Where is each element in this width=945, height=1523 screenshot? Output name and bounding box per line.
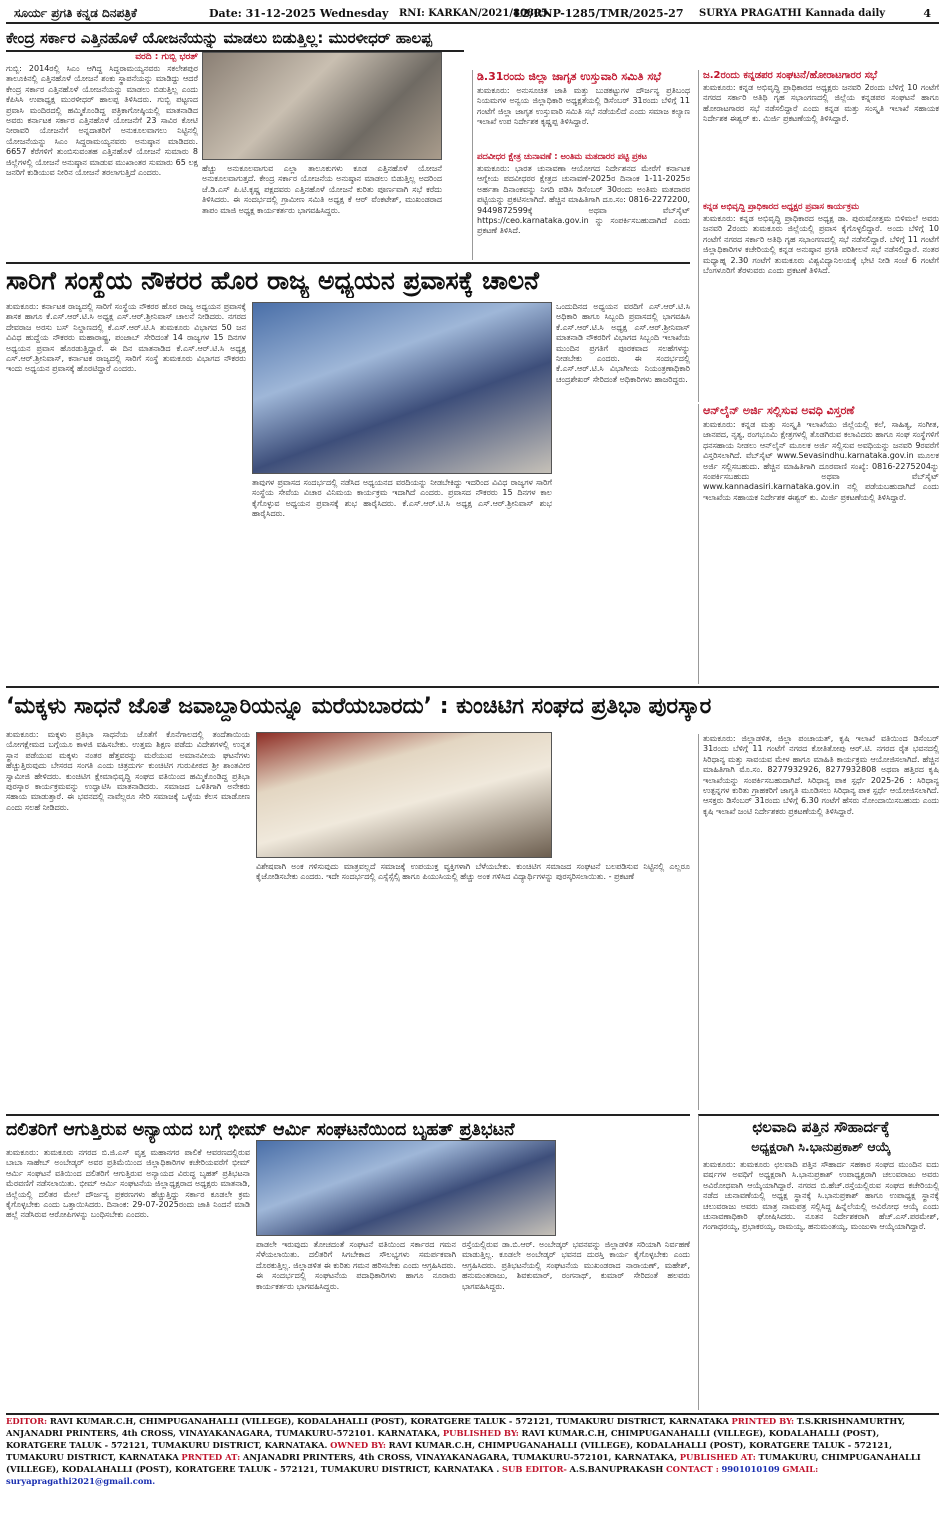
article-body-cont: ಪಾಡಲೇ ಇರುವುದು ತೋಚದಂತೆ ಸಂಘಟನೆ ವತಿಯಿಂದ ಸರ್ಕಾರದ ಗಮನ ಸೆಳೆಯಲಾಯಿತು. ದಲಿತರಿಗೆ ಸಿಗಬೇಕಾದ ಸೌಲಭ್ಯಗಳು ಸಮರ್ಪಕವಾಗಿ ದೊರಕುತ್ತಿಲ್ಲ. ಜಿಲ್ಲಾಡಳಿತ ಈ ಕುರಿತು ಗಮನ ಹರಿಸಬೇಕು ಎಂದು ಆಗ್ರಹಿಸಿದರು. ಈ ಸಂದರ್ಭದಲ್ಲಿ ಸಂಘಟನೆಯ ಪದಾಧಿಕಾರಿಗಳು ಹಾಗೂ ನೂರಾರು ಕಾರ್ಯಕರ್ತರು ಭಾಗವಹಿಸಿದ್ದರು. bbox=[256, 1240, 456, 1291]
saarige-headline-wrap bbox=[6, 262, 690, 298]
article-body-cont: ತಾವುಗಳ ಪ್ರವಾಸದ ಸಂದರ್ಭದಲ್ಲಿ ನಡೆಸಿದ ಅಧ್ಯಯನದ ವರದಿಯನ್ನು ನೀಡಬೇಕಿದ್ದು ಇದರಿಂದ ವಿವಿಧ ರಾಜ್ಯಗಳ ಸಾರಿಗೆ ಸಂಸ್ಥೆಯ ಸೇವೆಯ ವಿಚಾರ ವಿನಿಮಯ ಕಾರ್ಯಕ್ರಮ ಇದಾಗಿದೆ ಎಂದರು. ಪ್ರವಾಸದ ನೌಕರರು 15 ದಿನಗಳ ಕಾಲ ಕೈಗೊಳ್ಳುವ ಅಧ್ಯಯನ ಪ್ರವಾಸಕ್ಕೆ ಶುಭ ಹಾರೈಸಿದರು. ಕೆ.ಎಸ್.ಆರ್.ಟಿ.ಸಿ ಅಧ್ಯಕ್ಷ ಎಸ್.ಆರ್.ಶ್ರೀನಿವಾಸ್ ಶುಭ ಹಾರೈಸಿದರು. bbox=[252, 478, 552, 519]
lamp-lighting-photo bbox=[256, 732, 552, 858]
bus-staff-photo bbox=[252, 302, 552, 474]
article-bheem-mid bbox=[256, 1240, 456, 1410]
editor-value: RAVI KUMAR.C.H, CHIMPUGANAHALLI (VILLEGE), KODALAHALLI (POST), KORATGERE TALUK - 572121, TUMAKURU DISTRICT, KARNATAKA bbox=[49, 1416, 729, 1426]
article-yettinahole bbox=[6, 28, 464, 260]
article-kannada-meeting bbox=[698, 70, 939, 402]
press-meet-photo bbox=[202, 52, 442, 160]
sub-editor-label: SUB EDITOR- bbox=[502, 1464, 567, 1474]
printed-at-label: PRNTED AT: bbox=[181, 1452, 241, 1462]
headline: ಸಾರಿಗೆ ಸಂಸ್ಥೆಯ ನೌಕರರ ಹೊರ ರಾಜ್ಯ ಅಧ್ಯಯನ ಪ್ರವಾಸಕ್ಕೆ ಚಾಲನೆ bbox=[6, 266, 540, 295]
protest-photo bbox=[256, 1140, 556, 1236]
contact-label: CONTACT : bbox=[666, 1464, 719, 1474]
article-makkalu-mid bbox=[256, 862, 690, 1110]
article-body: ತುಮಕೂರು: ತುಮಕೂರು ನಗರದ ಬಿ.ಜಿ.ಎಸ್ ವೃತ್ತ ಮಹಾನಗರ ಪಾಲಿಕೆ ಆವರಣದಲ್ಲಿರುವ ಬಾಬಾ ಸಾಹೇಬ್ ಅಂಬೇಡ್ಕರ್ ಅವರ ಪ್ರತಿಮೆಯಿಂದ ಜಿಲ್ಲಾಧಿಕಾರಿಗಳ ಕಚೇರಿಯವರೆಗೆ ಭೀಮ್ ಆರ್ಮಿ ಸಂಘಟನೆ ವತಿಯಿಂದ ದಲಿತರಿಗೆ ಆಗುತ್ತಿರುವ ಅನ್ಯಾಯದ ವಿರುದ್ಧ ಬೃಹತ್ ಪ್ರತಿಭಟನಾ ಮೆರವಣಿಗೆ ನಡೆಸಲಾಯಿತು. ಭೀಮ್ ಆರ್ಮಿ ಸಂಘಟನೆಯ ಜಿಲ್ಲಾಧ್ಯಕ್ಷರಾದ ಅಧ್ಯಕ್ಷರು ಮಾತನಾಡಿ, ಜಿಲ್ಲೆಯಲ್ಲಿ ದಲಿತರ ಮೇಲೆ ದೌರ್ಜನ್ಯ ಪ್ರಕರಣಗಳು ಹೆಚ್ಚುತ್ತಿದ್ದು ಸರ್ಕಾರ ಕೂಡಲೇ ಕ್ರಮ ಕೈಗೊಳ್ಳಬೇಕು ಎಂದು ಒತ್ತಾಯಿಸಿದರು. ದಿನಾಂಕ: 29-07-2025ರಂದು ಜಾತಿ ನಿಂದನೆ ಮಾಡಿ ಹಲ್ಲೆ ನಡೆಸಿರುವ ಆರೋಪಿಗಳನ್ನು ಬಂಧಿಸಬೇಕು ಎಂದರು. bbox=[6, 1148, 250, 1220]
article-body: ತುಮಕೂರು: ಮಕ್ಕಳು ಪ್ರತಿಭಾ ಸಾಧನೆಯ ಜೊತೆಗೆ ಕೊನೆಗಾಲದಲ್ಲಿ ತಂದೆತಾಯಿಯ ಯೋಗಕ್ಷೇಮದ ಬಗ್ಗೆಯೂ ಕಾಳಜಿ ವಹಿಸಬೇಕು. ಉತ್ತಮ ಶಿಕ್ಷಣ ಪಡೆದು ವಿದೇಶಗಳಲ್ಲಿ ಉನ್ನತ ಸ್ಥಾನ ಪಡೆಯುವ ಮಕ್ಕಳು ನಂತರ ಹೆತ್ತವರನ್ನು ಮರೆಯುವ ಅಮಾನವೀಯ ಘಟನೆಗಳು ಹೆಚ್ಚುತ್ತಿರುವುದು ಬೇಸರದ ಸಂಗತಿ ಎಂದು ಚಿತ್ರದುರ್ಗ ಕುಂಚಿಟಿಗ ಗುರುಪೀಠದ ಶ್ರೀ ಶಾಂತವೀರ ಸ್ವಾಮೀಜಿ ಹೇಳಿದರು. ಕುಂಚಿಟಿಗ ಕ್ಷೇಮಾಭಿವೃದ್ಧಿ ಸಂಘದ ವತಿಯಿಂದ ಹಮ್ಮಿಕೊಂಡಿದ್ದ ಪ್ರತಿಭಾ ಪುರಸ್ಕಾರ ಕಾರ್ಯಕ್ರಮವನ್ನು ಉದ್ಘಾಟಿಸಿ ಮಾತನಾಡಿದರು. ಸಮಾಜದ ಒಳಿತಿಗಾಗಿ ಅನೇಕರು ಸಹಾಯ ಮಾಡುತ್ತಾರೆ. ಈ ಭವನದಲ್ಲಿ ನಾವೆಲ್ಲರೂ ಸೇರಿ ಸಮಾಜಕ್ಕೆ ಒಳ್ಳೆಯ ಕೆಲಸ ಮಾಡೋಣ ಎಂದು ಸಲಹೆ ನೀಡಿದರು. bbox=[6, 730, 250, 812]
subheadline: ಪದವೀಧರ ಕ್ಷೇತ್ರ ಚುನಾವಣೆ : ಅಂತಿಮ ಮತದಾರರ ಪಟ್ಟಿ ಪ್ರಕಟ bbox=[477, 151, 647, 161]
article-body-cont-2: ಒಂದುದಿನದ ಅಧ್ಯಯನ ವರದಿಗೆ ಎಸ್.ಆರ್.ಟಿ.ಸಿ ಅಧಿಕಾರಿ ಹಾಗೂ ಸಿಬ್ಬಂದಿ ಪ್ರವಾಸದಲ್ಲಿ ಭಾಗವಹಿಸಿ ಕೆ.ಎಸ್.ಆರ್.ಟಿ.ಸಿ ಅಧ್ಯಕ್ಷ ಎಸ್.ಆರ್.ಶ್ರೀನಿವಾಸ್ ಮಾತನಾಡಿ ನೌಕರರಿಗೆ ವಿಭಾಗದ ಸಿಬ್ಬಂದಿ ಇಲಾಖೆಯ ಮುಂದಿನ ಪ್ರಗತಿಗೆ ಪೂರಕವಾದ ಸಲಹೆಗಳನ್ನು ನೀಡಬೇಕು ಎಂದರು. ಈ ಸಂದರ್ಭದಲ್ಲಿ ಕೆ.ಎಸ್.ಆರ್.ಟಿ.ಸಿ ವಿಭಾಗೀಯ ನಿಯಂತ್ರಣಾಧಿಕಾರಿ ಚಂದ್ರಶೇಖರ್ ಸೇರಿದಂತೆ ಅಧಿಕಾರಿಗಳು ಹಾಜರಿದ್ದರು. bbox=[556, 302, 690, 384]
gmail-value: suryapragathi2021@gmail.com. bbox=[6, 1476, 156, 1486]
printed-at-value: ANJANADRI PRINTERS, 4th CROSS, VINAYAKANAGARA, TUMAKURU-572101, KARNATAKA, bbox=[242, 1452, 678, 1462]
makkalu-side-space bbox=[556, 732, 690, 858]
issue-date: Date: 31-12-2025 Wednesday bbox=[209, 6, 389, 20]
article-body: ತುಮಕೂರು: ಅನುಸೂಚಿತ ಜಾತಿ ಮತ್ತು ಬುಡಕಟ್ಟುಗಳ ದೌರ್ಜನ್ಯ ಪ್ರತಿಬಂಧ ನಿಯಮಗಳ ಅನ್ವಯ ಜಿಲ್ಲಾಧಿಕಾರಿ ಅಧ್ಯಕ್ಷತೆಯಲ್ಲಿ ಡಿಸೆಂಬರ್ 31ರಂದು ಬೆಳಿಗ್ಗೆ 11 ಗಂಟೆಗೆ ಜಿಲ್ಲಾ ಜಾಗೃತ ಉಸ್ತುವಾರಿ ಸಮಿತಿ ಸಭೆ ನಡೆಯಲಿದೆ ಎಂದು ಸಮಾಜ ಕಲ್ಯಾಣ ಇಲಾಖೆ ಉಪ ನಿರ್ದೇಶಕ ಕೃಷ್ಣಪ್ಪ ತಿಳಿಸಿದ್ದಾರೆ. bbox=[477, 86, 690, 127]
masthead bbox=[6, 4, 939, 24]
headline: ‘ಮಕ್ಕಳು ಸಾಧನೆ ಜೊತೆ ಜವಾಬ್ದಾರಿಯನ್ನೂ ಮರೆಯಬಾರದು’ : ಕುಂಚಿಟಿಗ ಸಂಘದ ಪ್ರತಿಭಾ ಪುರಸ್ಕಾರ bbox=[6, 694, 712, 719]
article-saarige-mid bbox=[252, 478, 552, 682]
published-at-label: PUBLISHED AT: bbox=[679, 1452, 756, 1462]
printed-value: T.S.KRISHNAMURTHY, ANJANADRI PRINTERS, 4th CROSS, VINAYAKANAGARA, TUMAKURU-572101. KARNATAKA, bbox=[6, 1416, 906, 1438]
article-bhalavadi bbox=[698, 1114, 939, 1410]
subheadline: ಕನ್ನಡ ಅಭಿವೃದ್ಧಿ ಪ್ರಾಧಿಕಾರದ ಅಧ್ಯಕ್ಷರ ಪ್ರವಾಸ ಕಾರ್ಯಕ್ರಮ bbox=[703, 201, 859, 211]
headline: ಛಲವಾದಿ ಪತ್ತಿನ ಸೌಹಾರ್ದಕ್ಕೆ bbox=[752, 1118, 890, 1136]
page-number: 4 bbox=[923, 6, 931, 20]
headline-2: ಅಧ್ಯಕ್ಷರಾಗಿ ಸಿ.ಭಾನುಪ್ರಕಾಶ್ ಆಯ್ಕೆ bbox=[751, 1139, 891, 1154]
paper-name: SURYA PRAGATHI Kannada daily bbox=[699, 7, 886, 19]
article-body-cont-2: ರಸ್ತೆಯಲ್ಲಿರುವ ಡಾ.ಬಿ.ಆರ್. ಅಂಬೇಡ್ಕರ್ ಭವನವನ್ನು ಜಿಲ್ಲಾಡಳಿತ ಸರಿಯಾಗಿ ನಿರ್ವಹಣೆ ಮಾಡುತ್ತಿಲ್ಲ. ಕೂಡಲೇ ಅಂಬೇಡ್ಕರ್ ಭವನದ ದುರಸ್ತಿ ಕಾರ್ಯ ಕೈಗೊಳ್ಳಬೇಕು ಎಂದು ಆಗ್ರಹಿಸಿದರು. ಪ್ರತಿಭಟನೆಯಲ್ಲಿ ಸಂಘಟನೆಯ ಮುಖಂಡರಾದ ನಾರಾಯಣ್, ಮಹೇಶ್, ಹನುಮಂತರಾಜು, ಶಿವಕುಮಾರ್, ರಂಗನಾಥ್, ಕುಮಾರ್ ಸೇರಿದಂತೆ ಹಲವರು ಭಾಗವಹಿಸಿದ್ದರು. bbox=[462, 1240, 690, 1291]
paper-logo: ಸೂರ್ಯ ಪ್ರಗತಿ ಕನ್ನಡ ದಿನಪತ್ರಿಕೆ bbox=[14, 5, 137, 20]
headline: ಕೇಂದ್ರ ಸರ್ಕಾರ ಎತ್ತಿನಹೊಳೆ ಯೋಜನೆಯನ್ನು ಮಾಡಲು ಬಿಡುತ್ತಿಲ್ಲ: ಮುರಳೀಧರ್ ಹಾಲಪ್ಪ bbox=[6, 28, 464, 52]
published-label: PUBLISHED BY: bbox=[442, 1428, 519, 1438]
headline: ಆನ್‌ಲೈನ್ ಅರ್ಜಿ ಸಲ್ಲಿಸುವ ಅವಧಿ ವಿಸ್ತರಣೆ bbox=[703, 404, 855, 417]
makkalu-headline-wrap bbox=[6, 686, 939, 728]
article-body: ತುಮಕೂರು: ತುಮಕೂರು ಛಲವಾದಿ ಪತ್ತಿನ ಸೌಹಾರ್ದ ಸಹಕಾರ ಸಂಘದ ಮುಂದಿನ ಐದು ವರ್ಷಗಳ ಅವಧಿಗೆ ಅಧ್ಯಕ್ಷರಾಗಿ ಸಿ.ಭಾನುಪ್ರಕಾಶ್ ಉಪಾಧ್ಯಕ್ಷರಾಗಿ ಚಲುವರಾಜು ಅವರು ಅವಿರೋಧವಾಗಿ ಆಯ್ಕೆಯಾಗಿದ್ದಾರೆ. ನಗರದ ಬಿ.ಹೆಚ್.ರಸ್ತೆಯಲ್ಲಿರುವ ಸಂಘದ ಕಚೇರಿಯಲ್ಲಿ ನಡೆದ ಚುನಾವಣೆಯಲ್ಲಿ ಅಧ್ಯಕ್ಷ ಸ್ಥಾನಕ್ಕೆ ಸಿ.ಭಾನುಪ್ರಕಾಶ್ ಹಾಗೂ ಉಪಾಧ್ಯಕ್ಷ ಸ್ಥಾನಕ್ಕೆ ಚಲುವರಾಜು ಅವರು ಮಾತ್ರ ನಾಮಪತ್ರ ಸಲ್ಲಿಸಿದ್ದ ಹಿನ್ನೆಲೆಯಲ್ಲಿ ಅವಿರೋಧ ಆಯ್ಕೆ ಎಂದು ಚುನಾವಣಾಧಿಕಾರಿ ಘೋಷಿಸಿದರು. ನೂತನ ನಿರ್ದೇಶಕರಾಗಿ ಹೆಚ್.ಎಸ್.ಪರಮೇಶ್, ಗಂಗಾಧರಯ್ಯ, ಪ್ರಭಾಕರಯ್ಯ, ರಾಮಯ್ಯ, ಹನುಮಂತಯ್ಯ, ಮಂಜುಳಾ ಆಯ್ಕೆಯಾಗಿದ್ದಾರೆ. bbox=[703, 1160, 939, 1232]
article-saarige-right bbox=[556, 302, 690, 682]
published-at-value: TUMAKURU, CHIMPUGANAHALLI (VILLEGE), KODALAHALLI (POST), KORATGERE TALUK - 572121, TUMAKURU DISTRICT, KARNATAKA . bbox=[6, 1452, 921, 1474]
contact-value: 9901010109 bbox=[721, 1464, 780, 1474]
article-makkalu-left bbox=[6, 730, 250, 1110]
article-vigilance-meeting bbox=[472, 70, 690, 260]
article-body-cont: ವಿಶೇಷವಾಗಿ ಅಂಕ ಗಳಿಸುವುದು ಮಾತ್ರವಲ್ಲದೆ ಸಮಾಜಕ್ಕೆ ಉಪಯುಕ್ತ ವ್ಯಕ್ತಿಗಳಾಗಿ ಬೆಳೆಯಬೇಕು. ಕುಂಚಿಟಿಗ ಸಮಾಜದ ಸಂಘಟನೆ ಬಲಪಡಿಸುವ ನಿಟ್ಟಿನಲ್ಲಿ ಎಲ್ಲರೂ ಕೈಜೋಡಿಸಬೇಕು ಎಂದರು. ಇದೇ ಸಂದರ್ಭದಲ್ಲಿ ಎಸ್ಸೆಸ್ಸೆಲ್ಸಿ ಹಾಗೂ ಪಿಯುಸಿಯಲ್ಲಿ ಹೆಚ್ಚು ಅಂಕ ಗಳಿಸಿದ ವಿದ್ಯಾರ್ಥಿಗಳನ್ನು ಪುರಸ್ಕರಿಸಲಾಯಿತು. - ಪ್ರಕಟಣೆ bbox=[256, 862, 690, 882]
registration-number: L2/RNP-1285/TMR/2025-27 bbox=[514, 6, 684, 20]
article-body: ಗುಬ್ಬಿ: 2014ರಲ್ಲಿ ಸಿಎಂ ಆಗಿದ್ದ ಸಿದ್ದರಾಮಯ್ಯನವರು ಸಕಲೇಶಪುರ ತಾಲೂಕಿನಲ್ಲಿ ಎತ್ತಿನಹೊಳೆ ಯೋಜನೆ ಶಂಕು ಸ್ಥಾಪನೆಯನ್ನು ಮಾಡಿದ್ದು ಆದರೆ ಕೇಂದ್ರ ಸರ್ಕಾರ ಎತ್ತಿನಹೊಳೆ ಯೋಜನೆಯನ್ನು ಮಾಡಲು ಬಿಡುತ್ತಿಲ್ಲ ಎಂದು ಕೆಪಿಸಿಸಿ ಉಪಾಧ್ಯಕ್ಷ ಮುರಳೀಧರ್ ಹಾಲಪ್ಪ ತಿಳಿಸಿದರು. ಗುಬ್ಬಿ ಪಟ್ಟಣದ ಪ್ರವಾಸಿ ಮಂದಿರದಲ್ಲಿ ಹಮ್ಮಿಕೊಂಡಿದ್ದ ಪತ್ರಿಕಾಗೋಷ್ಠಿಯಲ್ಲಿ ಮಾತನಾಡಿದ ಅವರು ಕರ್ನಾಟಕ ಸರ್ಕಾರ ಎತ್ತಿನಹೊಳೆ ಯೋಜನೆಗೆ 23 ಸಾವಿರ ಕೋಟಿ ನೀರಾವರಿ ಯೋಜನೆಗೆ ಅನ್ನದಾತರಿಗೆ ಅನುಕೂಲವಾಗಲು ನಿಟ್ಟಿನಲ್ಲಿ ಯೋಜನೆಯನ್ನು ಸಿಎಂ ಸಿದ್ದರಾಮಯ್ಯನವರು ಅನುಷ್ಠಾನ ಮಾಡಿದರು. 6657 ಕೆರೆಗಳಿಗೆ ತುಂಬಿಸುವಂತಹ ಎತ್ತಿನಹೊಳೆ ಯೋಜನೆ ಸುಮಾರು 8 ಜಿಲ್ಲೆಗಳಲ್ಲಿ ಯೋಜನೆ ಅನುಷ್ಠಾನ ಮಾಡುವ ಮುಖಾಂತರ ಸುಮಾರು 65 ಲಕ್ಷ ಜನರಿಗೆ ಕುಡಿಯುವ ನೀರಿನ ಯೋಜನೆ ತರಲಾಗುತ್ತಿದೆ ಎಂದರು. bbox=[6, 64, 198, 178]
article-online-application bbox=[698, 404, 939, 684]
published-value: RAVI KUMAR.C.H, CHIMPUGANAHALLI (VILLEGE), KODALAHALLI (POST), KORATGERE TALUK - 572121, TUMAKURU DISTRICT, KARNATAKA. bbox=[6, 1428, 880, 1450]
vigilance-header-space bbox=[472, 28, 690, 68]
article-bheem-right bbox=[462, 1240, 690, 1410]
rni-number: RNI: KARKAN/2021/80805 bbox=[399, 7, 548, 19]
article-body: ತುಮಕೂರು: ಕನ್ನಡ ಮತ್ತು ಸಂಸ್ಕೃತಿ ಇಲಾಖೆಯು ಜಿಲ್ಲೆಯಲ್ಲಿ ಕಲೆ, ಸಾಹಿತ್ಯ, ಸಂಗೀತ, ಜಾನಪದ, ನೃತ್ಯ, ರಂಗಭೂಮಿ ಕ್ಷೇತ್ರಗಳಲ್ಲಿ ತೊಡಗಿರುವ ಕಲಾವಿದರು ಹಾಗೂ ಸಂಘ ಸಂಸ್ಥೆಗಳಿಗೆ ಧನಸಹಾಯ ನೀಡಲು ಆನ್‌ಲೈನ್ ಮೂಲಕ ಅರ್ಜಿ ಸಲ್ಲಿಸುವ ಅವಧಿಯನ್ನು ಜನವರಿ 9ರವರೆಗೆ ವಿಸ್ತರಿಸಲಾಗಿದೆ. ವೆಬ್‌ಸೈಟ್ www.Sevasindhu.karnataka.gov.in ಮೂಲಕ ಅರ್ಜಿ ಸಲ್ಲಿಸಬಹುದು. ಹೆಚ್ಚಿನ ಮಾಹಿತಿಗಾಗಿ ದೂರವಾಣಿ ಸಂಖ್ಯೆ: 0816-2275204ನ್ನು ಸಂಪರ್ಕಿಸಬಹುದು ಅಥವಾ ವೆಬ್‌ಸೈಟ್ www.kannadasiri.karnataka.gov.in ನಲ್ಲಿ ಪಡೆಯಬಹುದಾಗಿದೆ ಎಂದು ಇಲಾಖೆಯ ಸಹಾಯಕ ನಿರ್ದೇಶಕ ಈಶ್ವರ್ ಕು. ಮಿರ್ಜಿ ಪ್ರಕಟಣೆಯಲ್ಲಿ ತಿಳಿಸಿದ್ದಾರೆ. bbox=[703, 420, 939, 502]
article-body: ತುಮಕೂರು: ಕರ್ನಾಟಕ ರಾಜ್ಯದಲ್ಲಿ ಸಾರಿಗೆ ಸಂಸ್ಥೆಯ ನೌಕರರ ಹೊರ ರಾಜ್ಯ ಅಧ್ಯಯನ ಪ್ರವಾಸಕ್ಕೆ ಶಾಸಕ ಹಾಗೂ ಕೆ.ಎಸ್.ಆರ್.ಟಿ.ಸಿ ಅಧ್ಯಕ್ಷ ಎಸ್.ಆರ್.ಶ್ರೀನಿವಾಸ್ ಚಾಲನೆ ನೀಡಿದರು. ನಗರದ ದೇವರಾಜ ಅರಸು ಬಸ್ ನಿಲ್ದಾಣದಲ್ಲಿ ಕೆ.ಎಸ್.ಆರ್.ಟಿ.ಸಿ ತುಮಕೂರು ವಿಭಾಗದ 50 ಜನ ವಿವಿಧ ಹುದ್ದೆಯ ನೌಕರರು ಮಹಾರಾಷ್ಟ್ರ, ಪಂಜಾಬ್ ಸೇರಿದಂತೆ 14 ರಾಜ್ಯಗಳ 15 ದಿನಗಳ ಅಧ್ಯಯನ ಪ್ರವಾಸ ಹೊರಡುತ್ತಿದ್ದಾರೆ. ಈ ದಿನ ಮಾತನಾಡಿದ ಕೆ.ಎಸ್.ಆರ್.ಟಿ.ಸಿ ಅಧ್ಯಕ್ಷ ಎಸ್.ಆರ್.ಶ್ರೀನಿವಾಸ್, ಕರ್ನಾಟಕ ರಾಜ್ಯದಲ್ಲಿ ಸಾರಿಗೆ ಸಂಸ್ಥೆ ತುಮಕೂರು ವಿಭಾಗದ ನೌಕರರು ಇಂದು ಅಧ್ಯಯನ ಪ್ರವಾಸಕ್ಕೆ ಹೊರಟಿದ್ದಾರೆ ಎಂದರು. bbox=[6, 302, 246, 374]
gmail-label: GMAIL: bbox=[782, 1464, 819, 1474]
article-saarige-left bbox=[6, 302, 246, 682]
headline: ಜ.2ರಂದು ಕನ್ನಡಪರ ಸಂಘಟನೆ/ಹೋರಾಟಗಾರರ ಸಭೆ bbox=[703, 70, 878, 81]
article-body: ತುಮಕೂರು: ಜಿಲ್ಲಾಡಳಿತ, ಜಿಲ್ಲಾ ಪಂಚಾಯತ್, ಕೃಷಿ ಇಲಾಖೆ ವತಿಯಿಂದ ಡಿಸೆಂಬರ್ 31ರಂದು ಬೆಳಿಗ್ಗೆ 11 ಗಂಟೆಗೆ ನಗರದ ಕೋತಿತೋಪು ಆರ್.ಟಿ. ನಗರದ ರೈತ ಭವನದಲ್ಲಿ ಸಿರಿಧಾನ್ಯ ಮತ್ತು ಸಾವಯವ ಮೇಳ ಹಾಗೂ ಮಾಹಿತಿ ಕಾರ್ಯಕ್ರಮ ಆಯೋಜಿಸಲಾಗಿದೆ. ಹೆಚ್ಚಿನ ಮಾಹಿತಿಗಾಗಿ ಮೊ.ಸಂ. 8277932926, 8277932808 ಅಥವಾ ಹತ್ತಿರದ ಕೃಷಿ ಇಲಾಖೆಯನ್ನು ಸಂಪರ್ಕಿಸಬಹುದಾಗಿದೆ. ಸಿರಿಧಾನ್ಯ ಪಾಕ ಸ್ಪರ್ಧೆ 2025-26 : ಸಿರಿಧಾನ್ಯ ಉತ್ಪನ್ನಗಳ ಕುರಿತು ಗ್ರಾಹಕರಿಗೆ ಜಾಗೃತಿ ಮೂಡಿಸಲು ಸಿರಿಧಾನ್ಯ ಪಾಕ ಸ್ಪರ್ಧೆ ಆಯೋಜಿಸಲಾಗಿದೆ. ಆಸಕ್ತರು ಡಿಸೆಂಬರ್ 31ರಂದು ಬೆಳಿಗ್ಗೆ 6.30 ಗಂಟೆಗೆ ಹೆಸರು ನೋಂದಾಯಿಸಬಹುದು ಎಂದು ಕೃಷಿ ಇಲಾಖೆ ಜಂಟಿ ನಿರ್ದೇಶಕರು ಪ್ರಕಟಣೆಯಲ್ಲಿ ತಿಳಿಸಿದ್ದಾರೆ. bbox=[703, 734, 939, 816]
article-siridhanya bbox=[698, 734, 939, 1110]
printed-label: PRINTED BY: bbox=[731, 1416, 795, 1426]
sub-editor-value: A.S.BANUPRAKASH bbox=[569, 1464, 664, 1474]
owned-label: OWNED BY: bbox=[330, 1440, 386, 1450]
owned-value: RAVI KUMAR.C.H, CHIMPUGANAHALLI (VILLEGE), KODALAHALLI (POST), KORATGERE TALUK - 572121, TUMAKURU DISTRICT, KARNATAKA bbox=[6, 1440, 892, 1462]
headline: ಡಿ.31ರಂದು ಜಿಲ್ಲಾ ಜಾಗೃತ ಉಸ್ತುವಾರಿ ಸಮಿತಿ ಸಭೆ bbox=[477, 70, 662, 83]
headline: ದಲಿತರಿಗೆ ಆಗುತ್ತಿರುವ ಅನ್ಯಾಯದ ಬಗ್ಗೆ ಭೀಮ್ ಆರ್ಮಿ ಸಂಘಟನೆಯಿಂದ ಬೃಹತ್ ಪ್ರತಿಭಟನೆ bbox=[6, 1120, 515, 1140]
imprint-footer bbox=[6, 1413, 939, 1486]
article-body: ತುಮಕೂರು: ಕನ್ನಡ ಅಭಿವೃದ್ಧಿ ಪ್ರಾಧಿಕಾರದ ಅಧ್ಯಕ್ಷರು ಜನವರಿ 2ರಂದು ಬೆಳಿಗ್ಗೆ 10 ಗಂಟೆಗೆ ನಗರದ ಸರ್ಕಾರಿ ಅತಿಥಿ ಗೃಹ ಸಭಾಂಗಣದಲ್ಲಿ ಜಿಲ್ಲೆಯ ಕನ್ನಡಪರ ಸಂಘಟನೆ ಹಾಗೂ ಹೋರಾಟಗಾರರ ಸಭೆ ನಡೆಸಲಿದ್ದಾರೆ ಎಂದು ಕನ್ನಡ ಮತ್ತು ಸಂಸ್ಕೃತಿ ಇಲಾಖೆ ಸಹಾಯಕ ನಿರ್ದೇಶಕ ಈಶ್ವರ್ ಕು. ಮಿರ್ಜಿ ಪ್ರಕಟಣೆಯಲ್ಲಿ ತಿಳಿಸಿದ್ದಾರೆ. bbox=[703, 83, 939, 124]
editor-label: EDITOR: bbox=[6, 1416, 48, 1426]
article-body-cont: ಹೆಚ್ಚು ಅನುಕೂಲವಾಗುವ ಎಲ್ಲಾ ತಾಲೂಕುಗಳು ಕೂಡ ಎತ್ತಿನಹೊಳೆ ಯೋಜನೆ ಅನುಕೂಲವಾಗುತ್ತದೆ. ಕೇಂದ್ರ ಸರ್ಕಾರ ಯೋಜನೆಯ ಅನುಷ್ಠಾನ ಮಾಡಲು ಬಿಡುತ್ತಿಲ್ಲ ಅದರಿಂದ ಜೆ.ಡಿ.ಎಸ್ ಪಿ.ಟಿ.ಕೃಷ್ಣ ಪಕ್ಷದವರು ಎತ್ತಿನಹೊಳೆ ಯೋಜನೆ ಕುರಿತು ಪೂರ್ಣವಾಗಿ ಸಭೆ ಕರೆದು ತಿಳಿಸಿದರು. ಈ ಸಂದರ್ಭದಲ್ಲಿ ಗ್ರಾಮೀಣ ಸಮಿತಿ ಅಧ್ಯಕ್ಷ ಕೆ ಆರ್ ವೆಂಕಟೇಶ್, ಮುಖಂಡರಾದ ತಾಪಂ ಮಾಜಿ ಅಧ್ಯಕ್ಷ ಕಾರ್ಯಕರ್ತರು ಭಾಗವಹಿಸಿದ್ದರು. bbox=[202, 164, 442, 215]
article-body-2: ತುಮಕೂರು: ಭಾರತ ಚುನಾವಣಾ ಆಯೋಗದ ನಿರ್ದೇಶನದ ಮೇರೆಗೆ ಕರ್ನಾಟಕ ಆಗ್ನೇಯ ಪದವೀಧರರ ಕ್ಷೇತ್ರದ ಚುನಾವಣೆ-2025ರ ದಿನಾಂಕ 1-11-2025ರ ಅರ್ಹತಾ ದಿನಾಂಕವನ್ನು ನಿಗದಿ ಪಡಿಸಿ ಡಿಸೆಂಬರ್ 30ರಂದು ಅಂತಿಮ ಮತದಾರರ ಪಟ್ಟಿಯನ್ನು ಪ್ರಕಟಿಸಲಾಗಿದೆ. ಹೆಚ್ಚಿನ ಮಾಹಿತಿಗಾಗಿ ದೂ.ಸಂ: 0816-2272200, 9449872599ಕ್ಕೆ ಅಥವಾ ವೆಬ್‌ಸೈಟ್ https://ceo.karnataka.gov.in ನ್ನು ಸಂಪರ್ಕಿಸಬಹುದಾಗಿದೆ ಎಂದು ಪ್ರಕಟಣೆ ತಿಳಿಸಿದೆ. bbox=[477, 164, 690, 236]
article-bheem-left bbox=[6, 1148, 250, 1410]
byline: ವರದಿ : ಗುಬ್ಬಿ ಭರತ್ bbox=[135, 52, 198, 62]
article-body-2: ತುಮಕೂರು: ಕನ್ನಡ ಅಭಿವೃದ್ಧಿ ಪ್ರಾಧಿಕಾರದ ಅಧ್ಯಕ್ಷ ಡಾ. ಪುರುಷೋತ್ತಮ ಬಿಳಿಮಲೆ ಅವರು ಜನವರಿ 2ರಂದು ತುಮಕೂರು ಜಿಲ್ಲೆಯಲ್ಲಿ ಪ್ರವಾಸ ಕೈಗೊಳ್ಳಲಿದ್ದಾರೆ. ಅಂದು ಬೆಳಿಗ್ಗೆ 10 ಗಂಟೆಗೆ ನಗರದ ಸರ್ಕಾರಿ ಅತಿಥಿ ಗೃಹ ಸಭಾಂಗಣದಲ್ಲಿ ಸಭೆ ನಡೆಸಲಿದ್ದಾರೆ. ಬೆಳಿಗ್ಗೆ 11 ಗಂಟೆಗೆ ಜಿಲ್ಲಾಧಿಕಾರಿಗಳ ಕಚೇರಿಯಲ್ಲಿ ಕನ್ನಡ ಅನುಷ್ಠಾನ ಪ್ರಗತಿ ಪರಿಶೀಲನೆ ಸಭೆ ನಡೆಸಲಿದ್ದಾರೆ. ನಂತರ ಮಧ್ಯಾಹ್ನ 2.30 ಗಂಟೆಗೆ ತುಮಕೂರು ವಿಶ್ವವಿದ್ಯಾನಿಲಯಕ್ಕೆ ಭೇಟಿ ನೀಡಿ ಸಂಜೆ 6 ಗಂಟೆಗೆ ಬೆಂಗಳೂರಿಗೆ ತೆರಳುವರು ಎಂದು ಪ್ರಕಟಣೆ ತಿಳಿಸಿದೆ. bbox=[703, 214, 939, 276]
